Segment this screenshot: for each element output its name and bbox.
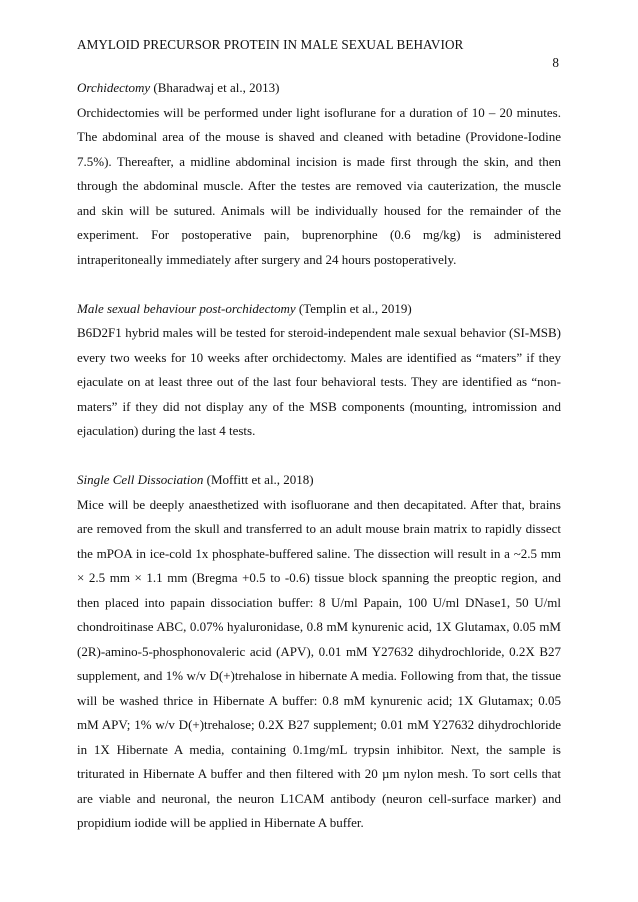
section-heading <box>77 76 561 101</box>
section-citation: (Moffitt et al., 2018) <box>203 472 314 487</box>
page-number: 8 <box>552 55 559 70</box>
section-paragraph: Mice will be deeply anaesthetized with isofluorane and then decapitated. After that, brains are removed from the skull and transferred to an adult mouse brain matrix to rapidly dissect the mPOA in ice-cold 1x phosphate-buffered saline. The dissection will result in a ~2.5 mm × 2.5 mm × 1.1 mm (Bregma +0.5 to -0.6) tissue block spanning the preoptic region, and then placed into papain dissociation buffer: 8 U/ml Papain, 100 U/ml DNase1, 50 U/ml chondroitinase ABC, 0.07% hyaluronidase, 0.8 mM kynurenic acid, 1X Glutamax, 0.05 mM (2R)-amino-5-phosphonovaleric acid (APV), 0.01 mM Y27632 dihydrochloride, 0.2X B27 supplement, and 1% w/v D(+)trehalose in hibernate A media. Following from that, the tissue will be washed thrice in Hibernate A buffer: 0.8 mM kynurenic acid; 1X Glutamax; 0.05 mM APV; 1% w/v D(+)trehalose; 0.2X B27 supplement; 0.01 mM Y27632 dihydrochloride in 1X Hibernate A media, containing 0.1mg/mL trypsin inhibitor. Next, the sample is triturated in Hibernate A buffer and then filtered with 20 µm nylon mesh. To sort cells that are viable and neuronal, the neuron L1CAM antibody (neuron cell-surface marker) and propidium iodide will be applied in Hibernate A buffer. <box>77 496 561 830</box>
section-title: Orchidectomy <box>77 80 151 95</box>
section-citation: (Templin et al., 2019) <box>295 300 412 316</box>
section-single-cell-dissociation <box>77 468 561 836</box>
section-heading <box>77 297 561 322</box>
section-orchidectomy <box>77 76 561 272</box>
section-citation: (Bharadwaj et al., 2013) <box>150 80 280 95</box>
running-head: AMYLOID PRECURSOR PROTEIN IN MALE SEXUAL BEHAVIOR <box>77 37 464 52</box>
body-text <box>77 76 561 836</box>
section-male-sexual-behaviour <box>77 297 561 444</box>
section-paragraph: Orchidectomies will be performed under light isoflurane for a duration of 10 – 20 minutes. The abdominal area of the mouse is shaved and cleaned with betadine (Providone-Iodine 7.5%). Thereafter, a midline abdominal incision is made first through the skin, and then through the abdominal muscle. After the testes are removed via cauterization, the muscle and skin will be sutured. Animals will be individually housed for the remainder of the experiment. For postoperative pain, buprenorphine (0.6 mg/kg) is administered intraperitoneally immediately after surgery and 24 hours postoperatively. <box>77 104 561 267</box>
section-title: Single Cell Dissociation <box>77 472 204 487</box>
section-title: Male sexual behaviour post-orchidectomy <box>77 300 296 316</box>
section-heading <box>77 468 561 493</box>
section-paragraph: B6D2F1 hybrid males will be tested for steroid-independent male sexual behavior (SI-MSB) every two weeks for 10 weeks after orchidectomy. Males are identified as “maters” if they ejaculate on at least three out of the last four behavioral tests. They are identified as “non-maters” if they did not display any of the MSB components (mounting, intromission and ejaculation) during the last 4 tests. <box>77 325 561 438</box>
